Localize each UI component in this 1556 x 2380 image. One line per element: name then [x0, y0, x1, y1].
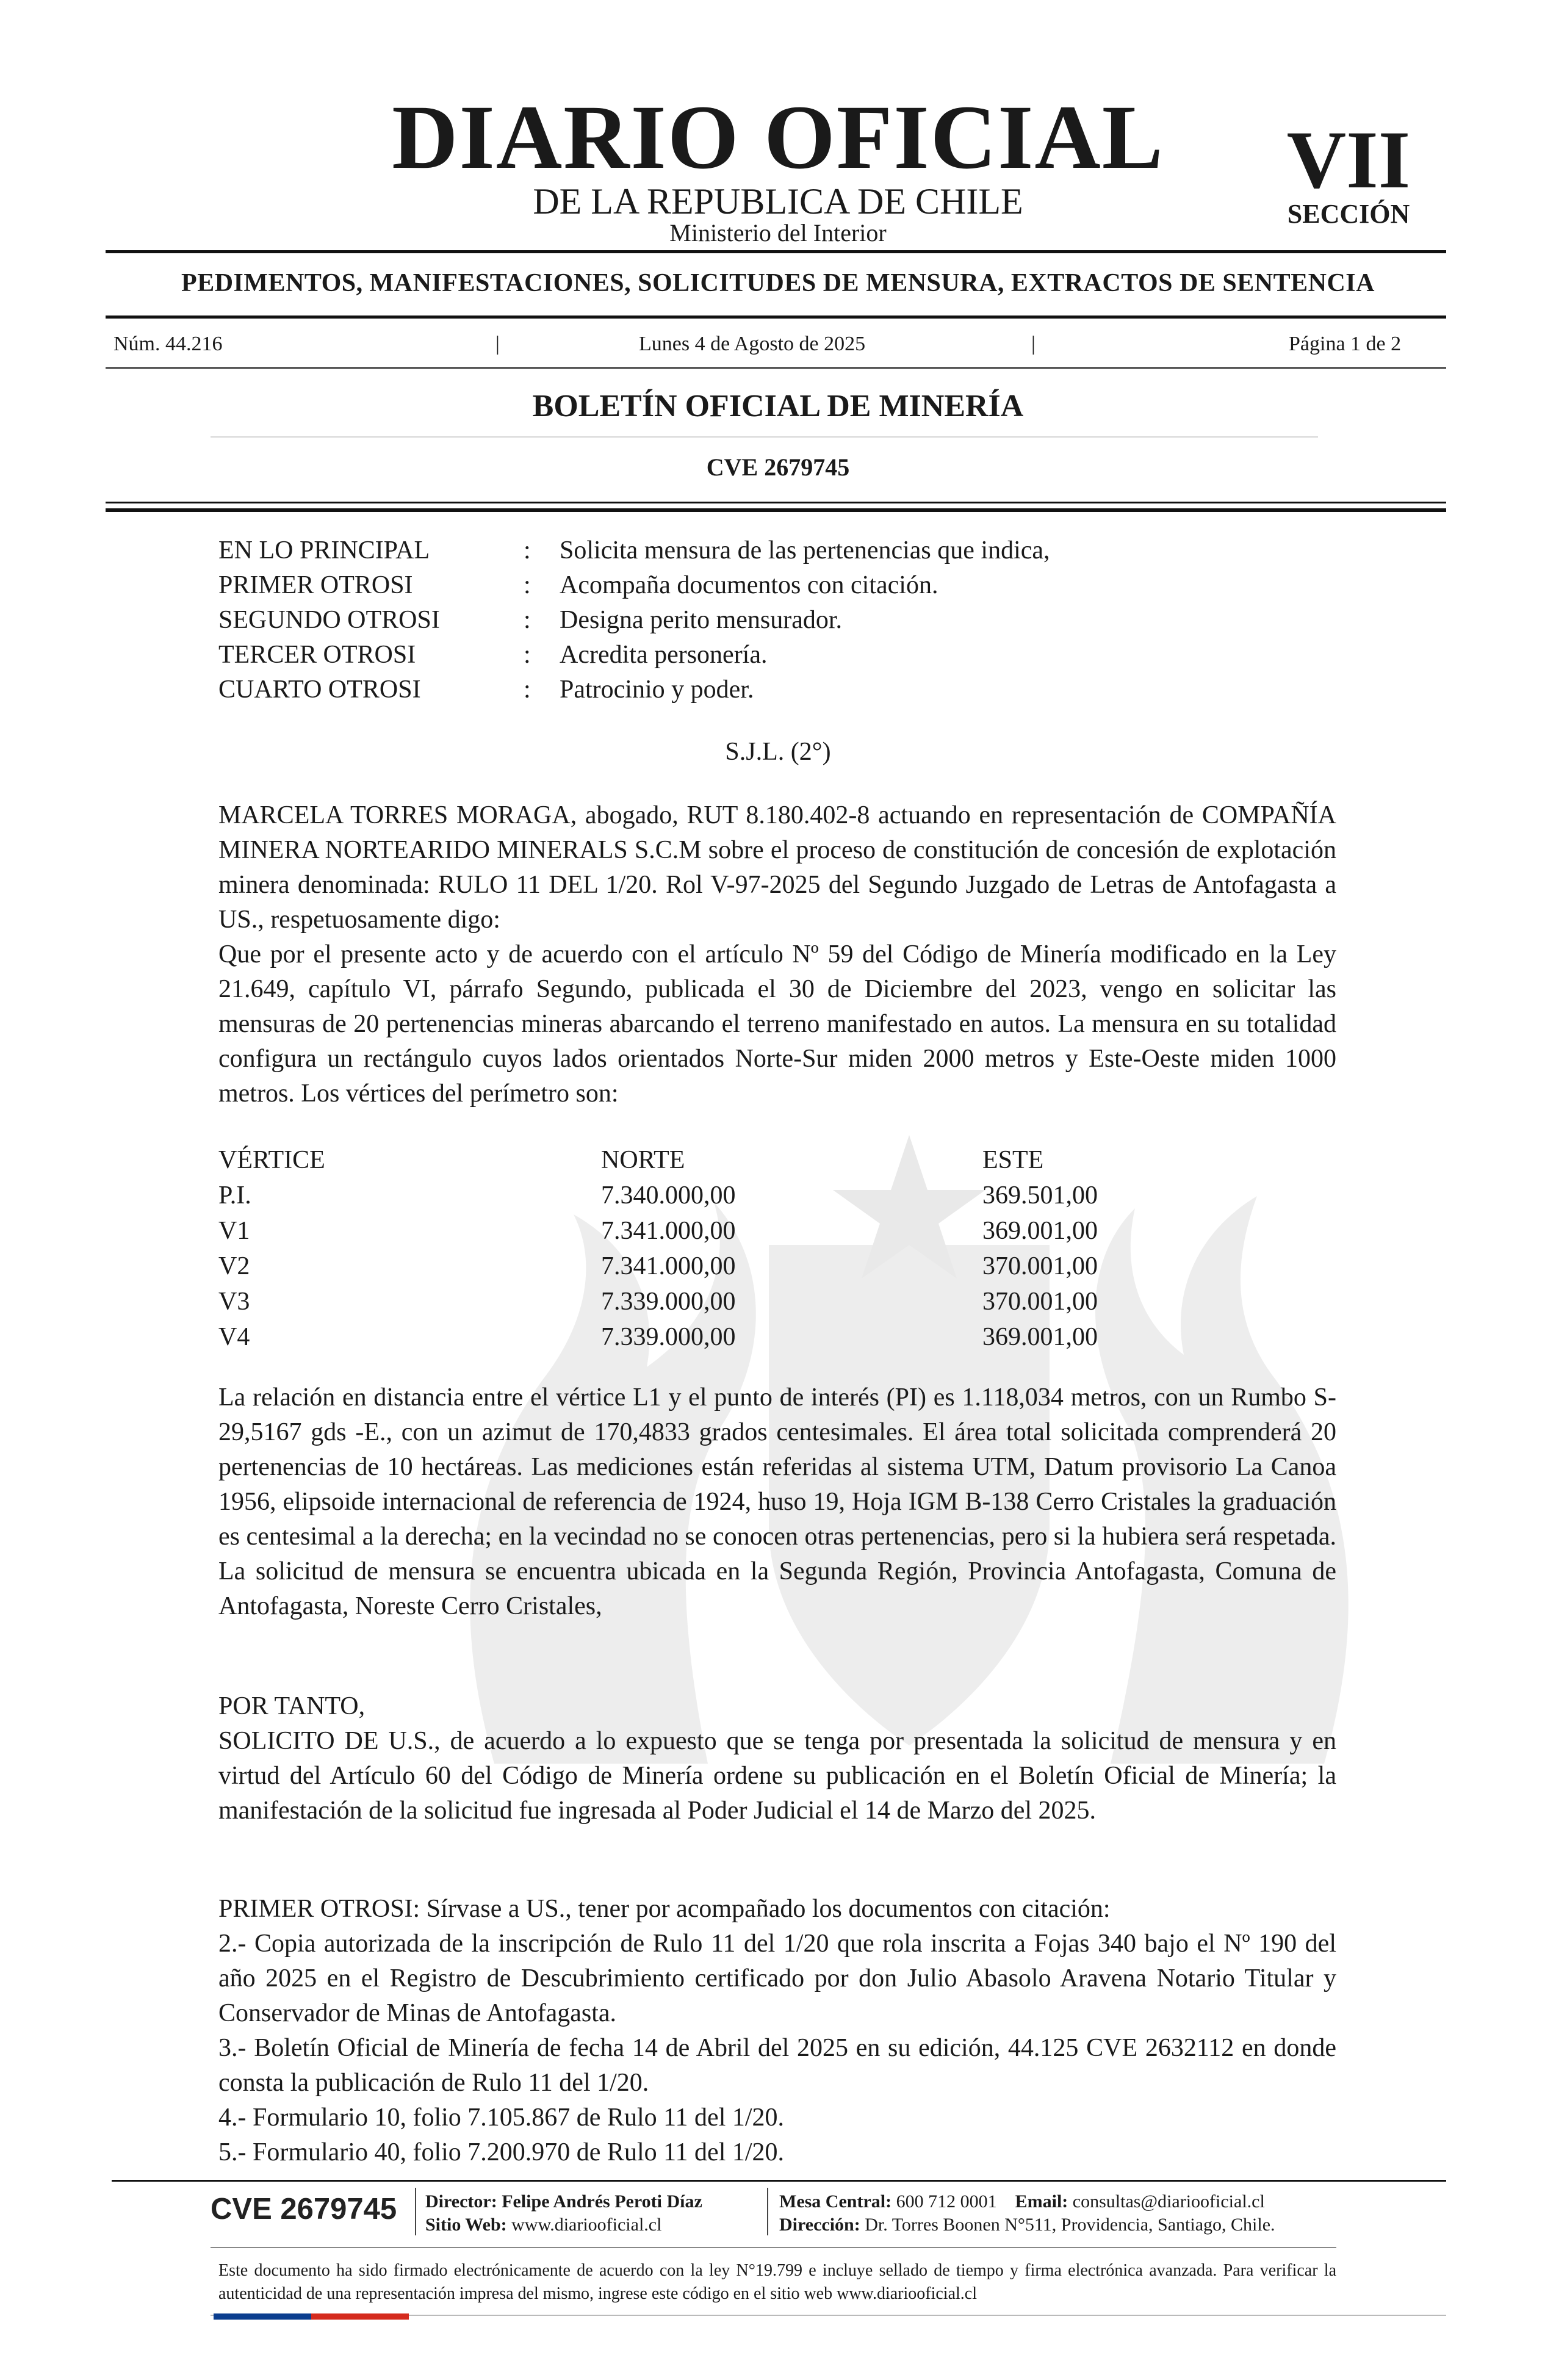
phone-label: Mesa Central:	[779, 2191, 892, 2212]
document-cve: CVE 2679745	[706, 453, 850, 481]
section-title: PEDIMENTOS, MANIFESTACIONES, SOLICITUDES DE MENSURA, EXTRACTOS DE SENTENCIA	[181, 269, 1375, 297]
footer-contact	[779, 2190, 1275, 2237]
toc-row	[0, 568, 1556, 603]
body-intro	[218, 798, 1336, 1111]
vertex-name: P.I.	[218, 1181, 251, 1210]
email-link[interactable]: consultas@diariooficial.cl	[1072, 2191, 1265, 2212]
toc-colon: :	[524, 676, 531, 704]
flag-stripe-red	[311, 2313, 409, 2320]
court-heading: S.J.L. (2°)	[725, 738, 831, 766]
table-row	[0, 1319, 1556, 1355]
table-row	[0, 1213, 1556, 1249]
vertex-north: 7.341.000,00	[601, 1217, 736, 1245]
paragraph-location: La relación en distancia entre el vértice L1 y el punto de interés (PI) es 1.118,034 metros, con un Rumbo S-29,5167 gds -E., con un azimut de 170,4833 grados centesimales. El área total solicitada comprenderá 20 pertenencias de 10 hectáreas. Las mediciones están referidas al sistema UTM, Datum provisorio La Canoa 1956, elipsoide internacional de referencia de 1924, huso 19, Hoja IGM B-138 Cerro Cristales la graduación es centesimal a la derecha; en la vecindad no se conocen otras pertenencias, pero si la hubiera será respetada. La solicitud de mensura se encuentra ubicada en la Segunda Región, Provincia Antofagasta, Comuna de Antofagasta, Noreste Cerro Cristales,	[218, 1383, 1336, 1620]
column-header: NORTE	[601, 1146, 685, 1174]
newspaper-subtitle: DE LA REPUBLICA DE CHILE	[533, 181, 1023, 222]
bulletin-title: BOLETÍN OFICIAL DE MINERÍA	[532, 389, 1024, 424]
address-text: Dr. Torres Boonen N°511, Providencia, Santiago, Chile.	[865, 2215, 1275, 2235]
phone-number: 600 712 0001	[896, 2191, 997, 2212]
edition-date: Lunes 4 de Agosto de 2025	[639, 333, 866, 355]
director-name: Felipe Andrés Peroti Díaz	[502, 2191, 702, 2212]
otrosi-item: 4.- Formulario 10, folio 7.105.867 de Rulo 11 del 1/20.	[218, 2104, 785, 2132]
toc-label: EN LO PRINCIPAL	[218, 536, 430, 564]
vertex-north: 7.340.000,00	[601, 1181, 736, 1210]
toc-row	[0, 673, 1556, 707]
vertices-table	[0, 1142, 1556, 1355]
paragraph-representation: MARCELA TORRES MORAGA, abogado, RUT 8.180.402-8 actuando en representación de COMPAÑÍA MINERA NORTEARIDO MINERALS S.C.M sobre el proceso de constitución de concesión de explotación minera denominada: RULO 11 DEL 1/20. Rol V-97-2025 del Segundo Juzgado de Letras de Antofagasta a US., respetuosamente digo:	[218, 801, 1336, 934]
bulletin-divider	[211, 436, 1318, 438]
address-label: Dirección:	[779, 2215, 860, 2235]
director-label: Director:	[425, 2191, 497, 2212]
footer-legal-note: Este documento ha sido firmado electrónicamente de acuerdo con la ley N°19.799 e incluye sellado de tiempo y firma electrónica avanzada. Para verificar la autenticidad de una representación impresa del mismo, ingrese este código en el sitio web www.diariooficial.cl	[218, 2261, 1336, 2303]
footer-cve: CVE 2679745	[211, 2193, 397, 2226]
vertex-east: 370.001,00	[982, 1288, 1098, 1316]
page-indicator: Página 1 de 2	[1289, 333, 1402, 355]
body-otrosi	[218, 1892, 1336, 2170]
toc-label: TERCER OTROSI	[218, 641, 416, 669]
body-request	[218, 1689, 1336, 1828]
footer-rule	[112, 2180, 1446, 2182]
vertex-east: 369.501,00	[982, 1181, 1098, 1210]
double-rule-top	[106, 502, 1446, 503]
vertex-east: 370.001,00	[982, 1252, 1098, 1280]
toc-colon: :	[524, 641, 531, 669]
toc-text: Patrocinio y poder.	[560, 676, 754, 704]
toc-colon: :	[524, 536, 531, 564]
website-link[interactable]: www.diariooficial.cl	[511, 2215, 662, 2235]
toc-row	[0, 638, 1556, 673]
toc-text: Acompaña documentos con citación.	[560, 571, 938, 599]
vertex-name: V4	[218, 1323, 250, 1351]
edition-number: Núm. 44.216	[113, 333, 223, 355]
email-label: Email:	[1015, 2191, 1068, 2212]
section-number: VII	[1286, 115, 1411, 206]
newspaper-title: DIARIO OFICIAL	[392, 87, 1164, 188]
toc-colon: :	[524, 606, 531, 634]
ministry-label: Ministerio del Interior	[669, 219, 887, 247]
vertex-north: 7.339.000,00	[601, 1288, 736, 1316]
vertex-name: V3	[218, 1288, 250, 1316]
otrosi-item: 2.- Copia autorizada de la inscripción de Rulo 11 del 1/20 que rola inscrita a Fojas 340 bajo el Nº 190 del año 2025 en el Registro de Descubrimiento certificado por don Julio Abasolo Aravena Notario Titular y Conservador de Minas de Antofagasta.	[218, 1930, 1336, 2027]
vertex-name: V1	[218, 1217, 250, 1245]
flag-stripe-blue	[214, 2313, 311, 2320]
table-row	[0, 1178, 1556, 1213]
toc-row	[0, 533, 1556, 568]
paragraph-request: Que por el presente acto y de acuerdo con el artículo Nº 59 del Código de Minería modificado en la Ley 21.649, capítulo VI, párrafo Segundo, publicada el 30 de Diciembre del 2023, vengo en solicitar las mensuras de 20 pertenencias mineras abarcando el terreno manifestado en autos. La mensura en su totalidad configura un rectángulo cuyos lados orientados Norte-Sur miden 2000 metros y Este-Oeste miden 1000 metros. Los vértices del perímetro son:	[218, 940, 1336, 1108]
toc-row	[0, 603, 1556, 638]
por-tanto-heading: POR TANTO,	[218, 1692, 366, 1720]
toc-label: CUARTO OTROSI	[218, 676, 421, 704]
otrosi-intro: PRIMER OTROSI: Sírvase a US., tener por acompañado los documentos con citación:	[218, 1895, 1111, 1923]
info-separator: |	[495, 333, 500, 355]
footer-divider	[767, 2188, 768, 2235]
toc-label: SEGUNDO OTROSI	[218, 606, 440, 634]
info-separator: |	[1031, 333, 1036, 355]
body-location	[218, 1380, 1336, 1624]
vertex-east: 369.001,00	[982, 1217, 1098, 1245]
vertex-north: 7.339.000,00	[601, 1323, 736, 1351]
paragraph-solicito: SOLICITO DE U.S., de acuerdo a lo expuesto que se tenga por presentada la solicitud de mensura y en virtud del Artículo 60 del Código de Minería ordene su publicación en el Boletín Oficial de Minería; la manifestación de la solicitud fue ingresada al Poder Judicial el 14 de Marzo del 2025.	[218, 1727, 1336, 1825]
toc-text: Acredita personería.	[560, 641, 768, 669]
double-rule-bottom	[106, 508, 1446, 512]
footer-director	[425, 2190, 702, 2237]
vertex-east: 369.001,00	[982, 1323, 1098, 1351]
website-label: Sitio Web:	[425, 2215, 507, 2235]
column-header: ESTE	[982, 1146, 1044, 1174]
vertex-name: V2	[218, 1252, 250, 1280]
toc-label: PRIMER OTROSI	[218, 571, 413, 599]
footer-thin-rule	[211, 2247, 1336, 2248]
toc-text: Solicita mensura de las pertenencias que indica,	[560, 536, 1050, 564]
otrosi-item: 5.- Formulario 40, folio 7.200.970 de Rulo 11 del 1/20.	[218, 2138, 785, 2166]
toc-text: Designa perito mensurador.	[560, 606, 843, 634]
toc-colon: :	[524, 571, 531, 599]
info-rule	[106, 367, 1446, 369]
vertex-north: 7.341.000,00	[601, 1252, 736, 1280]
header-rule-bottom	[106, 316, 1446, 319]
otrosi-item: 3.- Boletín Oficial de Minería de fecha 14 de Abril del 2025 en su edición, 44.125 CVE 2632112 en donde consta la publicación de Rulo 11 del 1/20.	[218, 2034, 1336, 2097]
toc-list	[0, 533, 1556, 707]
footer-divider	[415, 2188, 416, 2235]
header-rule-top	[106, 250, 1446, 253]
column-header: VÉRTICE	[218, 1146, 325, 1174]
table-header-row	[0, 1142, 1556, 1178]
table-row	[0, 1249, 1556, 1284]
section-label: SECCIÓN	[1287, 199, 1410, 229]
table-row	[0, 1284, 1556, 1319]
